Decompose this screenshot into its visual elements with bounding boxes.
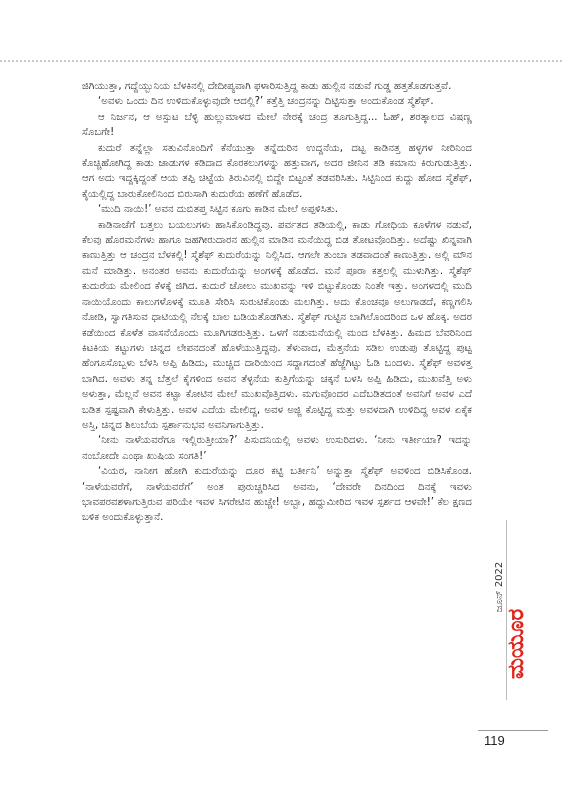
issue-date: ಜೂನ್ 2022 xyxy=(494,561,505,613)
paragraph: ಜಿಗಿಯುತ್ತಾ, ಗದ್ದೆಯ್ಬುನಿಯ ಬೆಳಕಿನಲ್ಲಿ ದೇದೀಪ್ಯವಾಗಿ ಫಳಾರಿಸುತ್ತಿದ್ದ ಕಾಡು ಹುಲ್ಲಿನ ನಡುವೆ ಗುಡ್ಡ ಹತ್ತತೊಡಗುತ್ತವೆ. xyxy=(82,81,452,92)
paragraph: ‘ಅವಳು ಒಂದು ದಿನ ಉಳಿದುಕೊಳ್ಳುವುದೇ ಆದಲ್ಲಿ?’ ಕತ್ತೆತ್ತಿ ಚಂದ್ರನನ್ನು ದಿಟ್ಟಿಸುತ್ತಾ ಅಂದುಕೊಂಡ ಸ್ಮೆಶೆಫ್. xyxy=(98,96,434,108)
paragraph: ‘ಮುದಿ ನಾಯಿ!’ ಅವನ ದುಬಿತಪ್ತ ಸಿಟ್ಟಿನ ಕೂಗು ಕಾಡಿನ ಮೇಲೆ ಅಪ್ಪಳಿಸಿತು. xyxy=(98,204,339,216)
paragraph: ‘ವಿಯರ, ನಾನೀಗ ಹೋಗಿ ಕುದುರೆಯನ್ನು ದೂರ ಕಟ್ಟಿ ಬರ್ತೀನಿ’ ಅನ್ನುತ್ತಾ ಸ್ಮೆಶೆಫ್ ಅವಳಿಂದ ಬಿಡಿಸಿಕೊಂಡ. ‘ನಾಳೆಯವರೆಗೆ, ನಾಳೆಯವರೆಗೆ’ ಅಂತ ಪುರುಚ್ಚರಿಸಿದ ಅವನು, ‘ದೇವರೇ ದಿನದಿಂದ ದಿನಕ್ಕೆ ಇವಳು ಭಾವಪರವಶಳಾಗುತ್ತಿರುವ ಪರಿಯೇ ಇವಳ ಸಿಗರೇಟಿನ ಹುಚ್ಚೇ! ಅಬ್ಬಾ, ಹದ್ದುಮೀರಿದ ಇವಳ ಸ್ಪರ್ಶದ ಆಳವೇ!’ ಕೆಲ ಕ್ಷಣದ ಬಳಿಕ ಅಂದುಕೊಳ್ಳುತ್ತಾನೆ. xyxy=(82,466,472,524)
page-number: 119 xyxy=(484,733,505,748)
magazine-logo: ಮಯೂರ xyxy=(504,608,529,679)
page-number-rule xyxy=(478,730,548,731)
article-body xyxy=(82,79,472,526)
paragraph: ಆ ನಿರ್ಜನ, ಆ ಅಸ್ಪುಟ ಬೆಳ್ಳಿ ಹುಲ್ಲುಮಾಳದ ಮೇಲೆ ನೇರಕ್ಕೆ ಚಂದ್ರ ತೂಗುತ್ತಿದ್ದ... ಓಹ್, ಶರತ್ಕಾಲದ ವಿಷಣ್ಣ ಸೊಬಗೇ! xyxy=(82,111,472,139)
paragraph: ಕುದುರೆ ತನ್ನೆಲ್ಲಾ ಸತುವಿನೊಂದಿಗೆ ಕೆನೆಯುತ್ತಾ ತನ್ನೆದುರಿನ ಉದ್ದನೆಯ, ದಟ್ಟ ಕಾಡಿನತ್ತ ಹಳ್ಳಗಳ ನೀರಿನಿಂದ ಕೊಚ್ಚಿಹೋಗಿದ್ದ ಕಾಡು ಜಾಡುಗಳ ಕಡಿದಾದ ಕೊರಕಲುಗಳನ್ನು ಹತ್ತುವಾಗ, ಅದರ ಜೀನಿನ ತಡಿ ಕಮಾನು ಕಿರುಗುಡುತ್ತಿತ್ತು. ಆಗ ಅದು ಇದ್ದಕ್ಕಿದ್ದಂತೆ ಆಯ ತಪ್ಪಿ ಚಿಟ್ಟೆಯ ತಿರುವಿನಲ್ಲಿ ಬಿದ್ದೇ ಬಿಟ್ಟಂತೆ ತಡವರಿಸಿತು. ಸಿಟ್ಟಿನಿಂದ ಕುದ್ದು ಹೋದ ಸ್ಮೆಶೆಫ್, ಕೈಯಲ್ಲಿದ್ದ ಬಾರುಕೋಲಿನಿಂದ ಬಿರುಸಾಗಿ ಕುದುರೆಯ ಹಣೆಗೆ ಹೊಡೆದ. xyxy=(82,142,472,200)
header-dotted-rule xyxy=(0,60,562,62)
paragraph: ಕಾಡಿನಾಚೆಗೆ ಬತ್ತಲು ಬಯಲುಗಳು ಹಾಸಿಕೊಂಡಿದ್ದವು. ಪರ್ವತದ ತಡಿಯಲ್ಲಿ, ಕಾಡು ಗೋಧಿಯ ಕೂಳೆಗಳ ನಡುವೆ, ಕೆಲವು ಹೊರಮನೆಗಳು ಹಾಗೂ ಜಹಗೀರುದಾರನ ಹುಲ್ಲಿನ ಮಾಡಿನ ಮನೆಯಿದ್ದ ಬಿಡ ತೋಟವೊಂದಿತ್ತು. ಅದೆಷ್ಟು ಖಿನ್ನವಾಗಿ ಕಾಣುತ್ತಿತ್ತು ಆ ಚಂದ್ರನ ಬೆಳಕಲ್ಲಿ! ಸ್ಮೆಶೆಫ್ ಕುದುರೆಯನ್ನು ನಿಲ್ಲಿಸಿದ. ಆಗಲೇ ತುಂಬಾ ತಡವಾದಂತೆ ಕಾಣುತ್ತಿತ್ತು. ಅಲ್ಲಿ ಮೌನ ಮನೆ ಮಾಡಿತ್ತು. ಅನಂತರ ಅವನು ಕುದುರೆಯನ್ನು ಅಂಗಳಕ್ಕೆ ಹೊಡೆದ. ಮನೆ ಪೂರಾ ಕತ್ತಲಲ್ಲಿ ಮುಳುಗಿತ್ತು. ಸ್ಮೆಶೆಫ್ ಕುದುರೆಯ ಮೇಲಿಂದ ಕೆಳಕ್ಕೆ ಜಿಗಿದ. ಕುದುರೆ ಜೋಲು ಮುಖವನ್ನು ಇಳಿ ಬಿಟ್ಟುಕೊಂಡು ನಿಂತೇ ಇತ್ತು. ಅಂಗಳದಲ್ಲಿ ಮುದಿ ನಾಯಿಯೊಂದು ಕಾಲುಗಳೊಳಕ್ಕೆ ಮೂತಿ ಸೇರಿಸಿ ಸುರುಟಿಕೊಂಡು ಮಲಗಿತ್ತು. ಅದು ಕೊಂಚವೂ ಅಲುಗಾಡದೆ, ಕಣ್ಣಗಲಿಸಿ ನೋಡಿ, ಸ್ವಾಗತಿಸುವ ಧಾಟಿಯಲ್ಲಿ ನೆಲಕ್ಕೆ ಬಾಲ ಬಡಿಯತೊಡಗಿತು. ಸ್ಮೆಶೆಫ್ ಗುಟ್ಟಿನ ಬಾಗಿಲೊಂದರಿಂದ ಒಳ ಹೊಕ್ಕ. ಅದರ ಕಡೆಯಿಂದ ಕೊಳೆತ ವಾಸನೆಯೊಂದು ಮೂಗಿಗಡರುತ್ತಿತ್ತು. ಒಳಗೆ ನಡುಮನೆಯಲ್ಲಿ ಮಂದ ಬೆಳಕಿತ್ತು. ಹಿಮದ ಬೆವರಿನಿಂದ ಕಿಟಕಿಯ ಕಟ್ಟುಗಳು ಚಿನ್ನದ ಲೇಪನದಂತೆ ಹೊಳೆಯುತ್ತಿದ್ದವು. ತೆಳುವಾದ, ಮೆತ್ತನೆಯ ಸಡಿಲ ಉಡುಪು ತೊಟ್ಟಿದ್ದ ಪುಟ್ಟ ಹೆಂಗೂಸೊಬ್ಬಳು ಬೆಳಸಿ ಅಪ್ಪಿ ಹಿಡಿದು, ಮುಚ್ಚಿದ ದಾರಿಯಿಂದ ಸದ್ದಾಗದಂತೆ ಹೆಜ್ಜೆಗಿಟ್ಟು ಓಡಿ ಬಂದಳು. ಸ್ಮೆಶೆಫ್ ಅವಳತ್ತ ಬಾಗಿದ. ಅವಳು ತನ್ನ ಬೆತ್ತಲೆ ಕೈಗಳಿಂದ ಅವನ ತೆಳ್ಳನೆಯ ಕುತ್ತಿಗೆಯನ್ನು ಚಕ್ಕನೆ ಬಳಸಿ ಅಪ್ಪಿ ಹಿಡಿದು, ಮುಖವೆತ್ತಿ ಅಳು ಅಳುತ್ತಾ, ಮೆಲ್ಲನೆ ಅವನ ಕಟ್ಟಾ ಕೋಟಿನ ಮೇಲೆ ಮುಖವೊತ್ತಿದಳು. ಮಗುವೊಂದರ ಎದೆಬಡಿತದಂತೆ ಅವನಿಗೆ ಅವಳ ಎದೆ ಬಡಿತ ಸ್ಪಷ್ಟವಾಗಿ ಕೇಳುತ್ತಿತ್ತು. ಅವಳ ಎದೆಯ ಮೇಲಿದ್ದ, ಅವಳ ಅಜ್ಜಿ ಕೊಟ್ಟಿದ್ದ ಮತ್ತು ಅವಳದಾಗಿ ಉಳಿದಿದ್ದ ಅವಳ ಏಕೈಕ ಅಸ್ತಿ, ಚಿನ್ನದ ಶಿಲುಬೆಯ ಸ್ಪರ್ಶಾನುಭವ ಅವನಿಗಾಗುತ್ತಿತ್ತು. xyxy=(82,219,472,431)
paragraph: ‘ನೀನು ನಾಳೆಯವರೆಗೂ ಇಲ್ಲಿರುತ್ತೀಯಾ?’ ಪಿಸುದನಿಯಲ್ಲಿ ಅವಳು ಉಸುರಿದಳು. ‘ನೀನು ಇರ್ತೀಯಾ? ಇದನ್ನು ನಂಬೋದೇ ಎಂಥಾ ಖುಷಿಯ ಸಂಗತಿ!’ xyxy=(82,435,472,462)
